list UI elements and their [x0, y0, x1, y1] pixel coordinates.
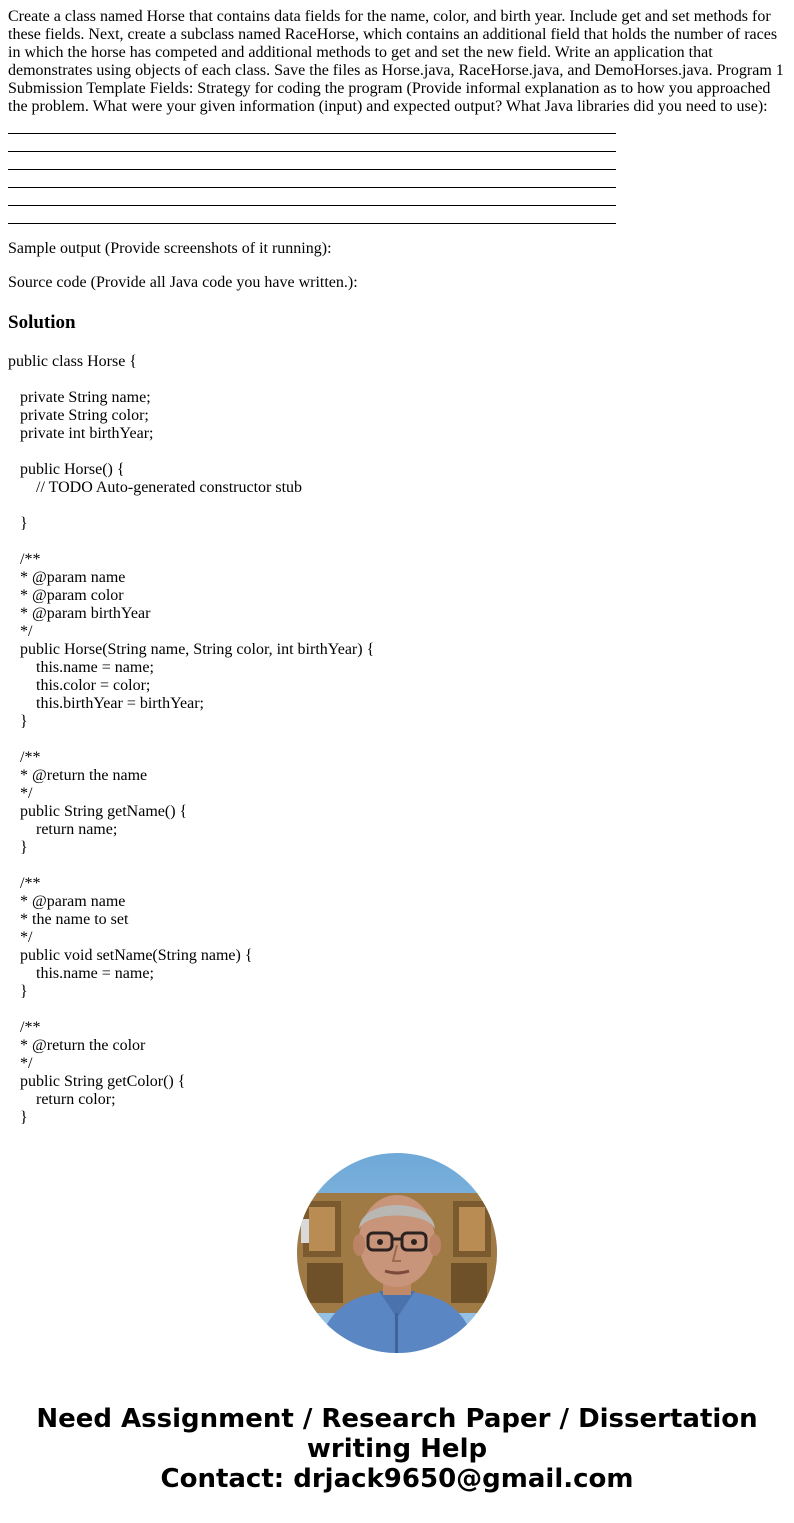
promo-line-1: Need Assignment / Research Paper / Dissertation — [36, 1404, 758, 1434]
promo-contact-line: Contact: drjack9650@gmail.com — [160, 1464, 634, 1494]
code-line: public String getColor() { — [8, 1073, 186, 1090]
code-line — [8, 1001, 786, 1019]
code-line: public class Horse { — [8, 353, 137, 370]
code-line: private String name; — [8, 389, 151, 406]
code-line: /** — [8, 1019, 41, 1036]
code-line: */ — [8, 929, 33, 946]
code-line: this.birthYear = birthYear; — [8, 695, 204, 712]
code-line: * @param color — [8, 587, 124, 604]
code-line: return name; — [8, 821, 118, 838]
sample-output-label: Sample output (Provide screenshots of it running): — [8, 240, 332, 257]
code-line: private String color; — [8, 407, 149, 424]
answer-blank-lines — [8, 116, 786, 224]
code-line: public Horse() { — [8, 461, 125, 478]
code-line: public String getName() { — [8, 803, 188, 820]
code-line: * @param name — [8, 569, 126, 586]
code-line — [8, 371, 786, 389]
code-line — [8, 533, 786, 551]
code-line: private int birthYear; — [8, 425, 154, 442]
solution-heading: Solution — [8, 312, 76, 333]
code-line: * @param birthYear — [8, 605, 151, 622]
source-code-label: Source code (Provide all Java code you have written.): — [8, 274, 358, 291]
answer-line — [8, 116, 616, 134]
answer-line — [8, 152, 616, 170]
code-line: // TODO Auto-generated constructor stub — [8, 479, 303, 496]
code-line: /** — [8, 551, 41, 568]
answer-line — [8, 170, 616, 188]
code-line: } — [8, 839, 28, 856]
code-line: */ — [8, 1055, 33, 1072]
code-line — [8, 443, 786, 461]
code-listing — [8, 353, 786, 1127]
code-line: /** — [8, 749, 41, 766]
code-line — [8, 731, 786, 749]
code-line: * @return the name — [8, 767, 148, 784]
code-line — [8, 857, 786, 875]
code-line: * @param name — [8, 893, 126, 910]
promo-banner — [0, 1404, 794, 1494]
code-line: * @return the color — [8, 1037, 146, 1054]
code-line: public void setName(String name) { — [8, 947, 253, 964]
answer-line — [8, 206, 616, 224]
code-line: } — [8, 515, 28, 532]
code-line: } — [8, 713, 28, 730]
code-line: this.color = color; — [8, 677, 151, 694]
code-line: */ — [8, 623, 33, 640]
code-line: public Horse(String name, String color, int birthYear) { — [8, 641, 375, 658]
tutor-avatar-photo — [297, 1153, 497, 1353]
code-line: /** — [8, 875, 41, 892]
question-text: Create a class named Horse that contains data fields for the name, color, and birth year. Include get and set methods for these fields. Next, create a subclass named RaceHorse, which contains an additional field that holds the number of races in which the horse has competed and additional methods to get and set the new field. Write an application that demonstrates using objects of each class. Save the files as Horse.java, RaceHorse.java, and DemoHorses.java. Program 1 Submission Template Fields: Strategy for coding the program (Provide informal explanation as to how you approached the problem. What were your given information (input) and expected output? What Java libraries did you need to use): — [8, 8, 784, 115]
code-line: this.name = name; — [8, 659, 154, 676]
code-line: return color; — [8, 1091, 116, 1108]
answer-line — [8, 134, 616, 152]
code-line: * the name to set — [8, 911, 129, 928]
code-line: } — [8, 1109, 28, 1126]
avatar-illustration — [297, 1153, 497, 1353]
answer-line — [8, 188, 616, 206]
code-line — [8, 497, 786, 515]
code-line: */ — [8, 785, 33, 802]
code-line: } — [8, 983, 28, 1000]
code-line: this.name = name; — [8, 965, 154, 982]
promo-line-2: writing Help — [306, 1434, 488, 1464]
